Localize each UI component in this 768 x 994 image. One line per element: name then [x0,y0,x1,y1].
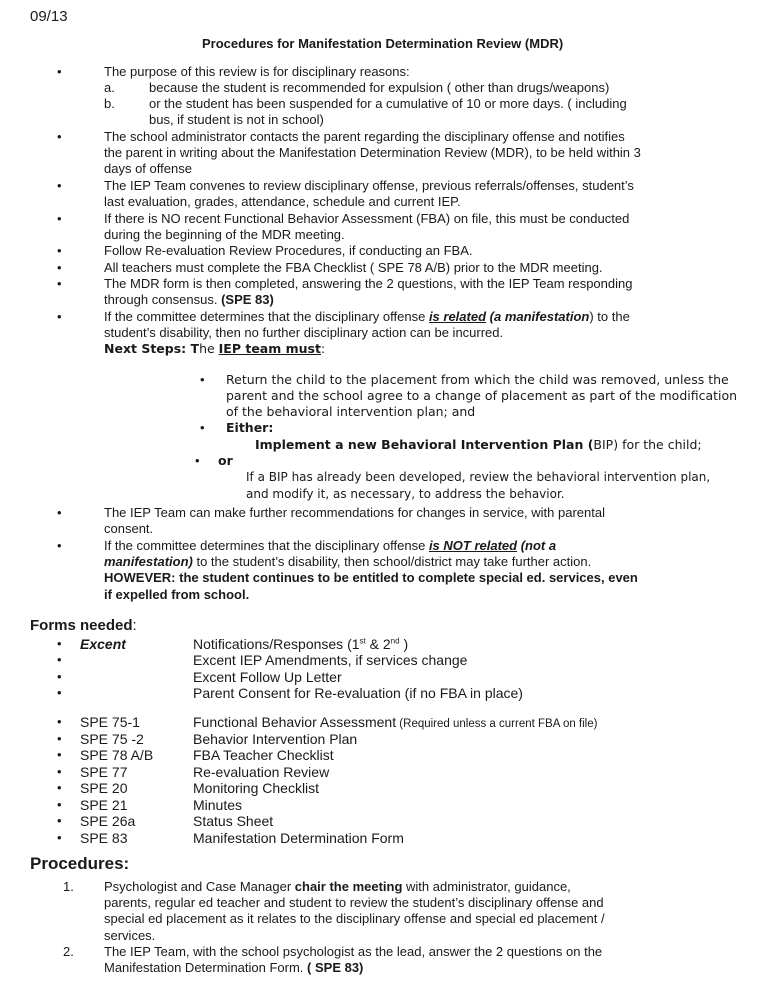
bullet-icon: • [57,538,62,553]
step-item [104,879,571,895]
list-item-line: of the behavioral intervention plan; and [226,404,476,419]
list-item-line: If a BIP has already been developed, review the behavioral intervention plan, [246,470,711,484]
form-name [193,747,334,763]
text: Minutes [193,796,243,813]
bullet-icon: • [57,243,62,258]
text: with administrator, guidance, [402,879,571,894]
sub-item-label: a. [104,80,115,95]
text: Re-evaluation Review [193,763,330,780]
list-item: The school administrator contacts the parent regarding the disciplinary offense and notifies [104,129,625,144]
text: : [320,341,326,356]
step-item-line: special ed placement as it relates to the disciplinary offense and special ed placement / [104,911,605,926]
emphasis: (a manifestation [486,309,590,324]
sub-item: because the student is recommended for expulsion ( other than drugs/weapons) [149,80,610,95]
text: Functional Behavior Assessment [193,714,397,730]
form-item [193,636,408,652]
list-item-line [104,292,274,308]
form-code: SPE 75-1 [80,714,140,730]
text: he [199,341,219,356]
list-item-line: last evaluation, grades, attendance, schedule and current IEP. [104,194,461,209]
form-code: SPE 83 [80,829,128,846]
form-item: Excent IEP Amendments, if services change [193,652,468,668]
text: Psychologist and Case Manager [104,879,295,894]
list-item [104,538,556,554]
bullet-icon: • [57,780,62,795]
bullet-icon: • [57,129,62,144]
text: Status Sheet [193,813,274,829]
bullet-icon: • [195,453,200,468]
text: Next Steps: T [104,341,200,356]
however-note: HOWEVER: the student continues to be entitled to complete special ed. services, even [104,570,638,585]
step-item-line: services. [104,928,156,943]
list-item: Return the child to the placement from which the child was removed, unless the [226,372,729,387]
list-item-line: the parent in writing about the Manifestation Determination Review (MDR), to be held within 3 [104,145,641,160]
form-note: (Required unless a current FBA on file) [396,718,598,730]
emphasis: is related [428,309,487,324]
text: BIP) for the child; [593,437,702,452]
list-item: or [218,453,233,468]
text: If the committee determines that the disciplinary offense [104,309,429,324]
list-item-line [104,554,591,570]
sub-item: or the student has been suspended for a cumulative of 10 or more days. ( including [149,96,627,111]
list-item: Follow Re-evaluation Review Procedures, if conducting an FBA. [104,243,473,258]
text: & 2 [365,636,391,652]
list-item-line: student’s disability, then no further disciplinary action can be incurred. [104,325,504,340]
text: Forms needed [30,617,133,634]
text: Behavior Intervention Plan [193,730,358,747]
form-code: SPE 77 [80,763,128,780]
text: st [359,636,366,646]
form-code: SPE 75 -2 [80,730,144,747]
step-item-line [104,960,363,976]
form-code: SPE 26a [80,813,136,829]
list-item: All teachers must complete the FBA Checklist ( SPE 78 A/B) prior to the MDR meeting. [104,260,603,275]
form-code: SPE 21 [80,796,128,813]
form-name [193,780,319,796]
step-number: 2. [63,944,74,959]
form-name [193,714,597,732]
list-item: Either: [226,420,274,435]
bullet-icon: • [57,64,62,79]
sub-item-label: b. [104,96,115,111]
text: nd [390,636,400,646]
list-item [104,309,630,325]
emphasis: is NOT related [428,538,518,553]
step-item-line: parents, regular ed teacher and student to review the student’s disciplinary offense and [104,895,604,910]
emphasis: manifestation) [104,554,193,569]
list-item-line: days of offense [104,161,192,176]
forms-heading [30,618,137,634]
list-item-line: consent. [104,521,154,536]
bullet-icon: • [57,636,62,651]
text: Implement a new Behavioral Intervention Plan ( [255,437,594,452]
list-item-line: parent and the school agree to a change of placement as part of the modification [226,388,738,403]
text: ) to the [589,309,630,324]
emphasis: (not a [517,538,557,553]
form-code: SPE 20 [80,780,128,796]
however-note-line: if expelled from school. [104,587,250,602]
bullet-icon: • [57,829,62,845]
step-item: The IEP Team, with the school psychologist as the lead, answer the 2 questions on the [104,944,603,959]
bullet-icon: • [57,276,62,291]
text: FBA Teacher Checklist [193,747,334,763]
bullet-icon: • [57,505,62,520]
form-name [193,731,357,747]
list-item-line: and modify it, as necessary, to address the behavior. [246,487,565,501]
list-item: If there is NO recent Functional Behavior Assessment (FBA) on file, this must be conducted [104,211,630,226]
bullet-icon: • [57,309,62,324]
emphasis: IEP team must [218,341,321,356]
form-code: SPE 78 A/B [80,747,154,763]
bullet-icon: • [57,211,62,226]
list-item: The IEP Team can make further recommendations for changes in service, with parental [104,505,605,520]
bullet-icon: • [57,730,62,746]
list-item-line [255,437,702,453]
bullet-icon: • [57,763,62,779]
form-name [193,764,329,780]
document-date: 09/13 [30,8,68,25]
step-number: 1. [63,879,74,894]
bullet-icon: • [200,372,205,387]
form-name [193,797,242,813]
text: to the student’s disability, then school/district may take further action. [192,554,592,569]
form-name [193,830,404,846]
excent-label: Excent [80,636,126,652]
text: : [132,617,137,634]
list-item: The purpose of this review is for disciplinary reasons: [104,64,410,79]
text: If the committee determines that the disciplinary offense [104,538,429,553]
emphasis: chair the meeting [294,879,403,894]
bullet-icon: • [57,747,62,762]
text: Manifestation Determination Form. [104,960,308,975]
bullet-icon: • [57,813,62,828]
bullet-icon: • [57,685,62,700]
bullet-icon: • [57,714,62,729]
form-name [193,813,273,829]
form-reference: (SPE 83) [221,292,274,307]
sub-item: bus, if student is not in school) [149,112,324,127]
bullet-icon: • [57,652,62,667]
text: through consensus. [104,292,222,307]
bullet-icon: • [57,669,62,684]
page-title: Procedures for Manifestation Determination Review (MDR) [202,36,564,51]
list-item: The MDR form is then completed, answering the 2 questions, with the IEP Team responding [104,276,633,291]
bullet-icon: • [57,178,62,193]
form-item: Excent Follow Up Letter [193,669,342,685]
form-reference: ( SPE 83) [307,960,364,975]
bullet-icon: • [57,796,62,812]
list-item-line: during the beginning of the MDR meeting. [104,227,345,242]
form-item: Parent Consent for Re-evaluation (if no FBA in place) [193,685,523,701]
text: ) [399,636,409,652]
text: Monitoring Checklist [193,780,320,796]
text: Manifestation Determination Form [193,829,404,846]
text: Notifications/Responses (1 [193,636,360,652]
list-item: The IEP Team convenes to review disciplinary offense, previous referrals/offenses, student’s [104,178,634,193]
procedures-heading: Procedures: [30,854,130,873]
next-steps-heading [104,341,325,357]
bullet-icon: • [200,420,205,435]
bullet-icon: • [57,260,62,275]
